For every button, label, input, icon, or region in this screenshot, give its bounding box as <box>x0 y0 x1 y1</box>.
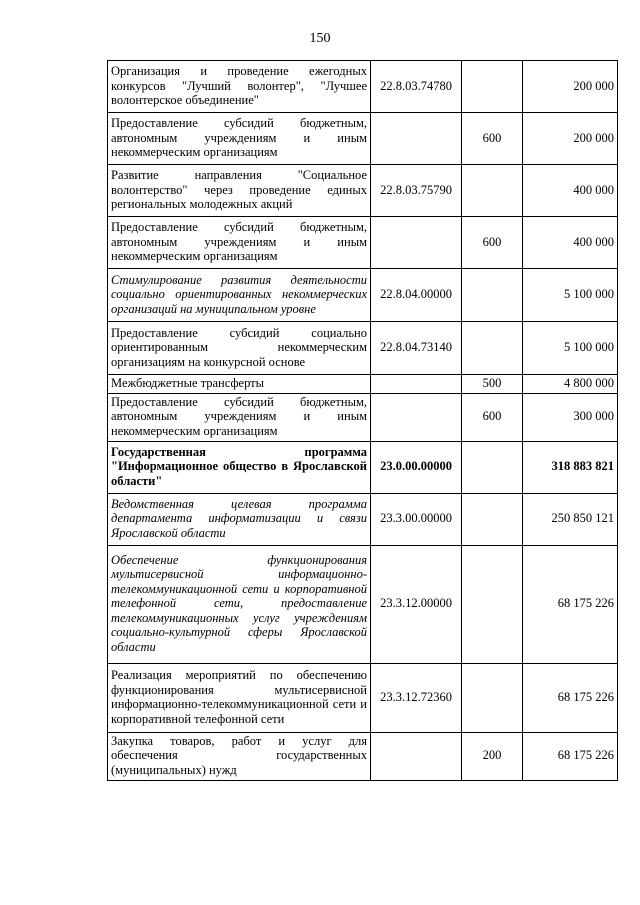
row-amount-cell: 68 175 226 <box>523 663 618 732</box>
row-type-cell <box>462 545 523 663</box>
table-row <box>108 493 618 545</box>
row-type-cell: 600 <box>462 113 523 165</box>
row-amount-cell: 68 175 226 <box>523 732 618 780</box>
row-code-cell: 23.3.12.00000 <box>371 545 462 663</box>
table-row <box>108 375 618 394</box>
row-code-cell <box>371 732 462 780</box>
table-row <box>108 732 618 780</box>
row-name-cell: Государственная программа "Информационное общество в Ярославской области" <box>108 441 371 493</box>
table-row <box>108 663 618 732</box>
row-code-cell: 22.8.04.73140 <box>371 322 462 375</box>
row-code-cell: 22.8.04.00000 <box>371 269 462 322</box>
row-type-cell <box>462 441 523 493</box>
row-type-cell <box>462 269 523 322</box>
row-type-cell: 500 <box>462 375 523 394</box>
row-name-cell: Развитие направления "Социальное волонтерство" через проведение единых региональных молодежных акций <box>108 165 371 217</box>
row-name-cell: Обеспечение функционирования мультисервисной информационно-телекоммуникационной сети и корпоративной телефонной сети, предоставление телекоммуникационных услуг учреждениям социально-культурной сферы Ярославской области <box>108 545 371 663</box>
table-row <box>108 61 618 113</box>
row-type-cell <box>462 663 523 732</box>
row-amount-cell: 68 175 226 <box>523 545 618 663</box>
row-amount-cell: 318 883 821 <box>523 441 618 493</box>
table-row <box>108 269 618 322</box>
row-type-cell <box>462 493 523 545</box>
row-name-cell: Ведомственная целевая программа департамента информатизации и связи Ярославской области <box>108 493 371 545</box>
row-code-cell: 23.3.12.72360 <box>371 663 462 732</box>
row-amount-cell: 200 000 <box>523 61 618 113</box>
row-amount-cell: 400 000 <box>523 165 618 217</box>
row-code-cell: 22.8.03.75790 <box>371 165 462 217</box>
row-code-cell: 23.3.00.00000 <box>371 493 462 545</box>
row-amount-cell: 5 100 000 <box>523 269 618 322</box>
row-code-cell: 22.8.03.74780 <box>371 61 462 113</box>
row-name-cell: Предоставление субсидий социально ориентированным некоммерческим организациям на конкурсной основе <box>108 322 371 375</box>
budget-table <box>107 60 618 781</box>
page-number: 150 <box>309 31 331 46</box>
row-amount-cell: 250 850 121 <box>523 493 618 545</box>
row-code-cell <box>371 113 462 165</box>
row-type-cell <box>462 165 523 217</box>
row-type-cell: 600 <box>462 217 523 269</box>
table-row <box>108 441 618 493</box>
row-code-cell <box>371 375 462 394</box>
row-amount-cell: 4 800 000 <box>523 375 618 394</box>
row-code-cell <box>371 217 462 269</box>
row-name-cell: Межбюджетные трансферты <box>108 375 371 394</box>
row-name-cell: Предоставление субсидий бюджетным, автономным учреждениям и иным некоммерческим организациям <box>108 217 371 269</box>
row-name-cell: Реализация мероприятий по обеспечению функционирования мультисервисной информационно-телекоммуникационной сети и корпоративной телефонной сети <box>108 663 371 732</box>
row-name-cell: Предоставление субсидий бюджетным, автономным учреждениям и иным некоммерческим организациям <box>108 393 371 441</box>
row-code-cell <box>371 393 462 441</box>
row-type-cell <box>462 322 523 375</box>
row-amount-cell: 200 000 <box>523 113 618 165</box>
row-name-cell: Закупка товаров, работ и услуг для обеспечения государственных (муниципальных) нужд <box>108 732 371 780</box>
table-row <box>108 113 618 165</box>
table-row <box>108 545 618 663</box>
table-row <box>108 217 618 269</box>
row-amount-cell: 5 100 000 <box>523 322 618 375</box>
table-row <box>108 165 618 217</box>
row-type-cell <box>462 61 523 113</box>
row-amount-cell: 300 000 <box>523 393 618 441</box>
row-type-cell: 200 <box>462 732 523 780</box>
row-name-cell: Организация и проведение ежегодных конкурсов "Лучший волонтер", "Лучшее волонтерское объединение" <box>108 61 371 113</box>
row-name-cell: Предоставление субсидий бюджетным, автономным учреждениям и иным некоммерческим организациям <box>108 113 371 165</box>
budget-table-body <box>108 61 618 781</box>
row-name-cell: Стимулирование развития деятельности социально ориентированных некоммерческих организаций на муниципальном уровне <box>108 269 371 322</box>
row-amount-cell: 400 000 <box>523 217 618 269</box>
row-code-cell: 23.0.00.00000 <box>371 441 462 493</box>
row-type-cell: 600 <box>462 393 523 441</box>
table-row <box>108 322 618 375</box>
table-row <box>108 393 618 441</box>
